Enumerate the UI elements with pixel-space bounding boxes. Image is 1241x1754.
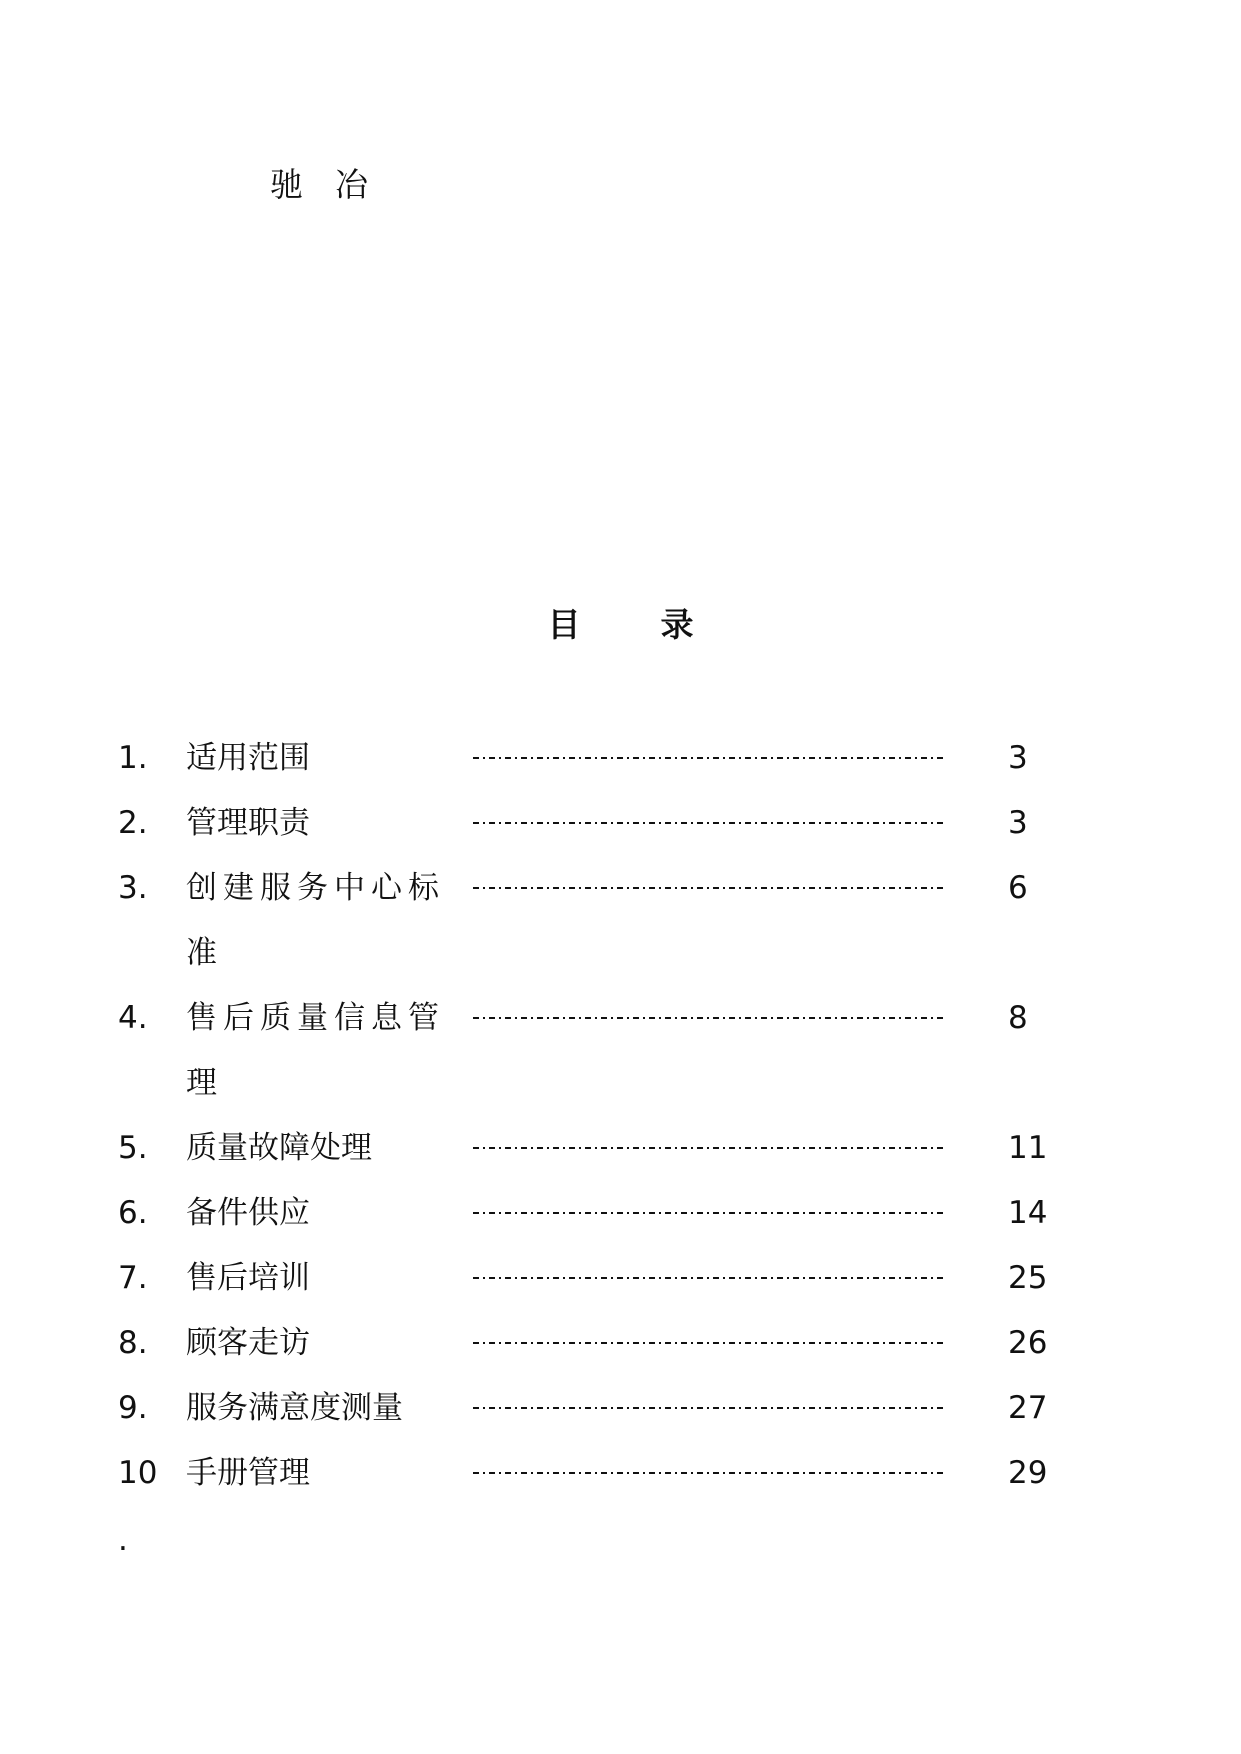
toc-title-char-2: 录 <box>660 605 694 644</box>
toc-entry-number: 6. <box>118 1195 148 1231</box>
toc-entry[interactable] <box>118 1376 1068 1441</box>
header-char-1: 驰 <box>270 165 303 204</box>
toc-entry[interactable] <box>118 1116 1068 1181</box>
toc-entry-number: 3. <box>118 870 148 906</box>
toc-entry-label: 适用范围 <box>186 740 310 776</box>
toc-title <box>0 605 1241 645</box>
toc-entry-label: 质量故障处理 <box>186 1130 372 1166</box>
toc-entry-number: 4. <box>118 1000 148 1036</box>
document-header <box>270 165 368 205</box>
toc-entry[interactable] <box>118 1441 1068 1506</box>
dot-leader <box>473 757 943 759</box>
toc-entry[interactable] <box>118 726 1068 791</box>
toc-entry[interactable] <box>118 1311 1068 1376</box>
toc-entry-label: 售后培训 <box>186 1260 310 1296</box>
toc-entry-label: 服务满意度测量 <box>186 1390 403 1426</box>
dot-leader <box>473 822 943 824</box>
dot-leader <box>473 1342 943 1344</box>
toc-entry-number: 9. <box>118 1390 148 1426</box>
toc-entry-number: 2. <box>118 805 148 841</box>
toc-entry[interactable] <box>118 856 1068 986</box>
footer-dot-mark: . <box>118 1522 128 1558</box>
toc-entry-page: 8 <box>1008 1000 1028 1036</box>
toc-entry-number: 5. <box>118 1130 148 1166</box>
toc-entry-page: 6 <box>1008 870 1028 906</box>
toc-entry-number: 1. <box>118 740 148 776</box>
toc-entry-page: 11 <box>1008 1130 1048 1166</box>
toc-entry-label: 手册管理 <box>186 1455 310 1491</box>
table-of-contents <box>118 726 1068 1506</box>
dot-leader <box>473 1147 943 1149</box>
toc-entry-number: 8. <box>118 1325 148 1361</box>
toc-entry[interactable] <box>118 1181 1068 1246</box>
toc-entry-number: 10 <box>118 1455 158 1491</box>
toc-entry-label: 备件供应 <box>186 1195 310 1231</box>
toc-entry[interactable] <box>118 791 1068 856</box>
header-char-2: 冶 <box>335 165 368 204</box>
toc-entry-label: 创建服务中心标准 <box>186 870 445 971</box>
toc-entry-label: 管理职责 <box>186 805 310 841</box>
toc-entry[interactable] <box>118 1246 1068 1311</box>
toc-entry-label: 售后质量信息管理 <box>186 1000 445 1101</box>
toc-title-char-1: 目 <box>547 605 581 644</box>
toc-entry[interactable] <box>118 986 1068 1116</box>
dot-leader <box>473 1472 943 1474</box>
dot-leader <box>473 887 943 889</box>
toc-entry-page: 3 <box>1008 740 1028 776</box>
dot-leader <box>473 1277 943 1279</box>
toc-entry-page: 26 <box>1008 1325 1048 1361</box>
toc-entry-page: 14 <box>1008 1195 1048 1231</box>
toc-entry-page: 3 <box>1008 805 1028 841</box>
toc-entry-page: 29 <box>1008 1455 1048 1491</box>
dot-leader <box>473 1017 943 1019</box>
toc-entry-label: 顾客走访 <box>186 1325 310 1361</box>
toc-entry-page: 27 <box>1008 1390 1048 1426</box>
toc-entry-number: 7. <box>118 1260 148 1296</box>
dot-leader <box>473 1407 943 1409</box>
dot-leader <box>473 1212 943 1214</box>
toc-entry-page: 25 <box>1008 1260 1048 1296</box>
